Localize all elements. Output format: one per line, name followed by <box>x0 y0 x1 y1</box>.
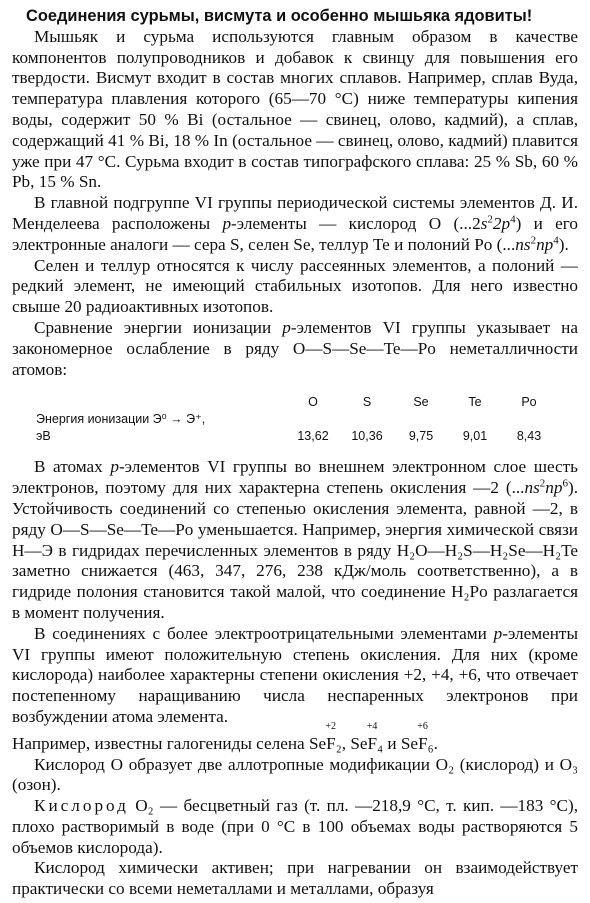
paragraph-oxidation-minus2: В атомах p-элементов VI группы во внешнем электронном слое шесть электронов, поэтому для них характерна степень окисления —2 $(...ns^2np^6)$. Устойчивость соединений со степенью окисления элемента, равной —2, в ряду О—S—Se—Te—Po уменьшается. Например, энергия химической связи Н—Э в гидридах перечисленных элементов в ряду H₂O—H₂S—H₂Se—H₂Te заметно снижается (463, 347, 276, 238 кДж/моль соответственно), а в гидриде полония становится такой малой, что соединение H₂Po разлагается в момент получения. <box>12 457 578 622</box>
table-header-cell: O <box>308 395 318 410</box>
table-header-cell: S <box>362 395 372 410</box>
formula-sef6: +6 SeF₆ <box>400 720 434 753</box>
table-cell: 10,36 <box>351 429 383 444</box>
paragraph-arsenic-uses: Мышьяк и сурьма используются главным образом в качестве компонентов полупроводников и добавок к свинцу для повышения его твердости. Висмут входит в состав многих сплавов. Например, сплав Вуда, температура плавления которого (65—70 °С) ниже температуры кипения воды, содержит 50 % Bi (остальное — свинец, олово, кадмий), а сплав, содержащий 41 % Bi, 18 % In (остальное — свинец, олово, кадмий) плавится уже при 47 °С. Сурьма входит в состав типографского сплава: 25 % Sb, 60 % Pb, 15 % Sn. <box>12 26 578 192</box>
formula-sef4: +4 SeF₄ <box>350 720 384 753</box>
table-row <box>36 428 556 445</box>
table-header-cell: Po <box>521 395 537 410</box>
paragraph-allotropes: Кислород О образует две аллотропные модификации O₂ (кислород) и O₃ (озон). <box>12 754 578 795</box>
table-row-unit: эВ <box>36 429 51 444</box>
paragraph-oxygen-properties: Кислород O₂ — бесцветный газ (т. пл. —218,9 °С, т. кип. —183 °С), плохо растворимый в воде (при 0 °С в 100 объемах воды растворяются 5 объемов кислорода). <box>12 796 578 857</box>
table-header-row <box>36 394 556 411</box>
table-row <box>36 411 556 428</box>
paragraph-group-vi: В главной подгруппе VI группы периодической системы элементов Д. И. Менделеева расположены p-элементы — кислород О $(...2s^22p^4)$ и его электронные аналоги — сера S, селен Se, теллур Te и полоний Po $(...ns^2np^4)$. <box>12 193 578 254</box>
table-cell: 8,43 <box>516 429 542 444</box>
paragraph-rare-elements: Селен и теллур относятся к числу рассеянных элементов, а полоний — редкий элемент, не имеющий стабильных изотопов. Для него известно свыше 20 радиоактивных изотопов. <box>12 255 578 317</box>
paragraph-oxygen-reactivity: Кислород химически активен; при нагревании он взаимодействует практически со всеми неметаллами и металлами, образуя <box>12 858 578 899</box>
table-cell: 9,75 <box>408 429 434 444</box>
table-header-cell: Se <box>413 395 429 410</box>
paragraph-selenium-halides: Например, известны галогениды селена +2 SeF₂, +4 SeF₄ и +6 SeF₆. <box>12 720 438 753</box>
heading: Соединения сурьмы, висмута и особенно мышьяка ядовиты! <box>26 7 533 25</box>
paragraph-positive-oxidation: В соединениях с более электроотрицательными элементами p-элементы VI группы имеют положительную степень окисления. Для них (кроме кислорода) наиболее характерны степени окисления +2, +4, +6, что отвечает постепенному наращиванию числа неспаренных электронов при возбуждении атома элемента. <box>12 623 578 726</box>
table-cell: 9,01 <box>462 429 488 444</box>
ionization-energy-table <box>36 394 556 445</box>
paragraph-ionization: Сравнение энергии ионизации p-элементов VI группы указывает на закономерное ослабление в ряду О—S—Se—Te—Po неметалличности атомов: <box>12 317 578 379</box>
table-header-cell: Te <box>468 395 482 410</box>
table-cell: 13,62 <box>297 429 329 444</box>
table-row-label: Энергия ионизации Э⁰ → Э⁺, <box>36 412 206 427</box>
formula-sef2: +2 SeF₂ <box>308 720 342 753</box>
